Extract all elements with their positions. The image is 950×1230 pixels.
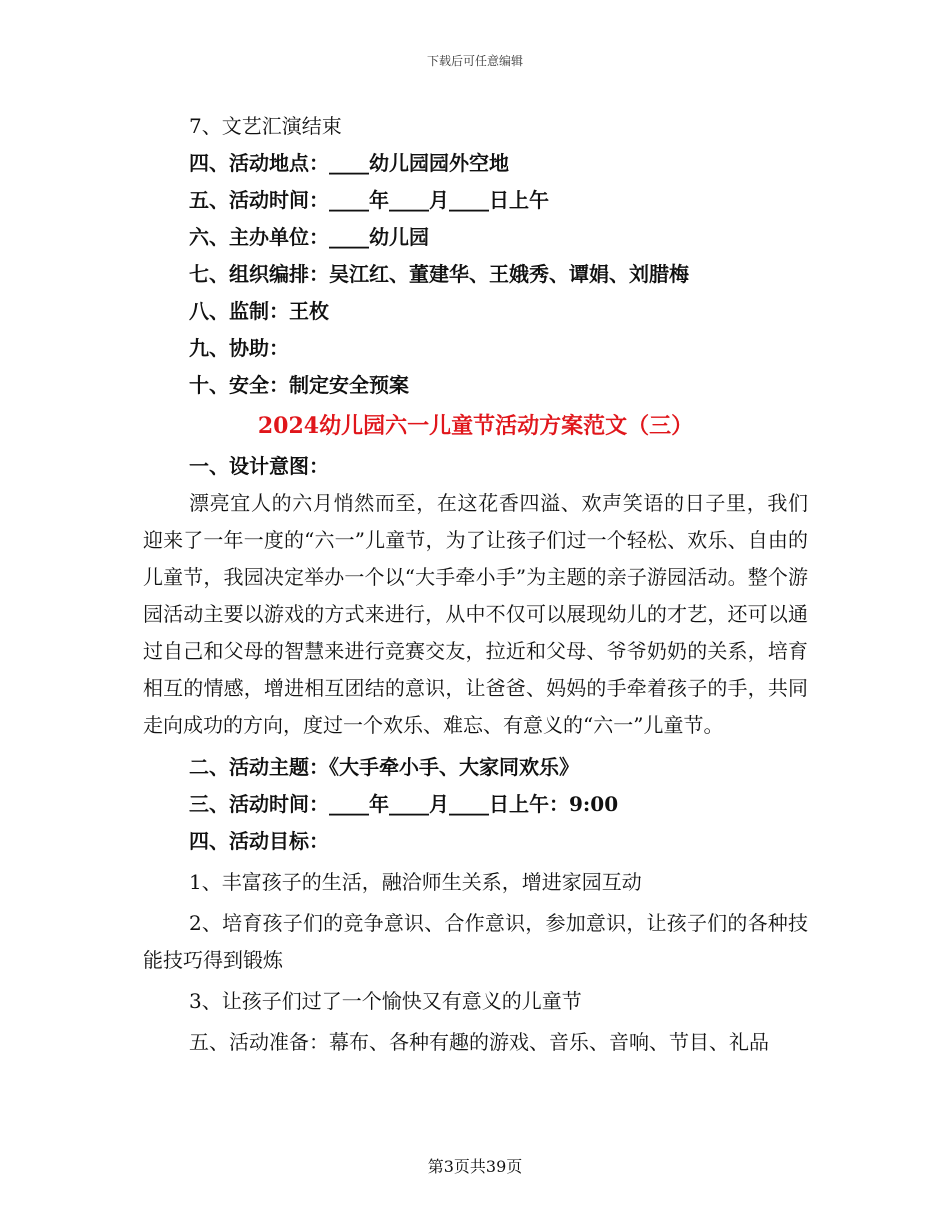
section-title: 2024幼儿园六一儿童节活动方案范文（三）: [257, 413, 694, 439]
list-item: 四、活动地点：____幼儿园园外空地: [189, 151, 509, 175]
document-body: [143, 108, 808, 1061]
list-item: 7、文艺汇演结束: [189, 114, 342, 138]
list-item: 十、安全：制定安全预案: [189, 373, 409, 397]
page-header-note: 下载后可任意编辑: [426, 54, 523, 68]
list-item: 七、组织编排：吴江红、董建华、王娥秀、谭娟、刘腊梅: [189, 262, 689, 286]
list-item: 五、活动时间：____年____月____日上午: [189, 188, 549, 212]
paragraph: 五、活动准备：幕布、各种有趣的游戏、音乐、音响、节目、礼品: [189, 1030, 769, 1054]
section-heading: 三、活动时间：____年____月____日上午：9:00: [189, 792, 619, 816]
list-item: 六、主办单位：____幼儿园: [189, 225, 429, 249]
paragraph: 2、培育孩子们的竞争意识、合作意识，参加意识，让孩子们的各种技能技巧得到锻炼: [143, 911, 808, 972]
section-heading: 四、活动目标：: [189, 829, 329, 853]
paragraph: 漂亮宜人的六月悄然而至，在这花香四溢、欢声笑语的日子里，我们迎来了一年一度的“六一”儿童节，为了让孩子们过一个轻松、欢乐、自由的儿童节，我园决定举办一个以“大手牵小手”为主题的亲子游园活动。整个游园活动主要以游戏的方式来进行，从中不仅可以展现幼儿的才艺，还可以通过自己和父母的智慧来进行竞赛交友，拉近和父母、爷爷奶奶的关系，培育相互的情感，增进相互团结的意识，让爸爸、妈妈的手牵着孩子的手，共同走向成功的方向，度过一个欢乐、难忘、有意义的“六一”儿童节。: [143, 491, 808, 737]
list-item: 八、监制：王枚: [189, 299, 329, 323]
section-heading: 一、设计意图：: [189, 454, 329, 478]
section-heading: 二、活动主题：《大手牵小手、大家同欢乐》: [189, 755, 579, 779]
list-item: 3、让孩子们过了一个愉快又有意义的儿童节: [189, 989, 582, 1013]
page-number: 第3页共39页: [427, 1157, 523, 1176]
list-item: 九、协助：: [189, 336, 289, 360]
list-item: 1、丰富孩子的生活，融洽师生关系，增进家园互动: [189, 870, 642, 894]
